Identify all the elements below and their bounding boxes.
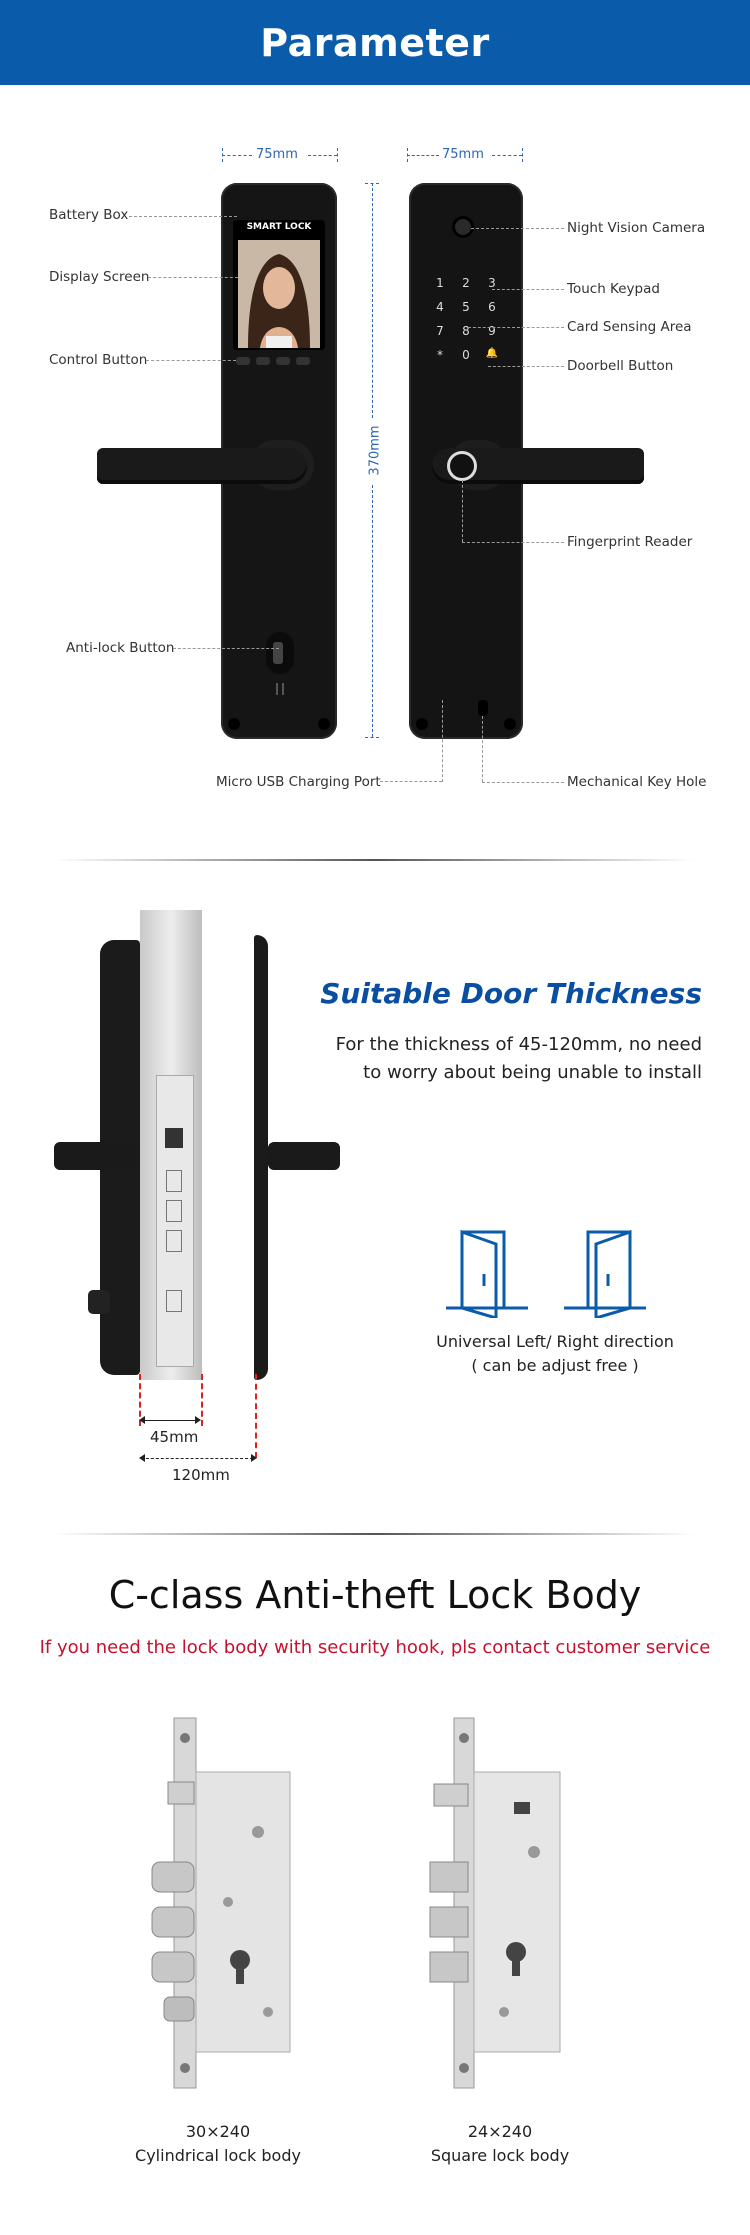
dim-line (372, 183, 373, 418)
card-area-label: Card Sensing Area (567, 319, 692, 335)
max-thickness-label: 120mm (172, 1466, 230, 1484)
latch-bolt (165, 1128, 183, 1148)
anti-lock-knob (273, 642, 283, 664)
fingerprint-label: Fingerprint Reader (567, 534, 693, 550)
dim-arrow (141, 1420, 199, 1421)
page-title: Parameter (260, 20, 490, 65)
leader-line (462, 480, 463, 542)
arrow-head (251, 1454, 257, 1462)
control-button[interactable] (256, 357, 270, 365)
keypad-key[interactable]: 9 (488, 324, 496, 338)
screen-portrait (238, 240, 320, 348)
cylindrical-lock-body-image (148, 1712, 308, 2094)
leader-line (442, 700, 443, 782)
header-banner (0, 0, 750, 85)
front-handle[interactable] (97, 448, 307, 484)
front-handle-side[interactable] (54, 1142, 149, 1170)
control-button-label: Control Button (49, 352, 148, 368)
arrow-head (139, 1454, 145, 1462)
dim-line (407, 155, 439, 156)
dim-tick (522, 148, 523, 162)
section-divider (55, 859, 695, 861)
lock-body-title: C-class Anti-theft Lock Body (108, 1573, 642, 1617)
square-lock-body-image (424, 1712, 584, 2094)
usb-port (282, 683, 284, 695)
keypad-key[interactable]: 4 (436, 300, 444, 314)
keypad-key[interactable]: 6 (488, 300, 496, 314)
anti-lock-label: Anti-lock Button (66, 640, 175, 656)
leader-line (462, 542, 564, 543)
arrow-head (139, 1416, 145, 1424)
dead-bolt (166, 1200, 182, 1222)
cylindrical-size: 30×240 (185, 2122, 251, 2141)
height-label: 370mm (367, 425, 383, 476)
min-thickness-label: 45mm (150, 1428, 199, 1446)
touch-keypad-label: Touch Keypad (567, 281, 660, 297)
dim-line (308, 155, 337, 156)
control-button[interactable] (296, 357, 310, 365)
dim-red-line (255, 1374, 257, 1458)
leader-line (173, 648, 279, 649)
door-left-icon (444, 1228, 530, 1318)
arrow-head (195, 1416, 201, 1424)
keypad-key[interactable]: 3 (488, 276, 496, 290)
battery-box-label: Battery Box (49, 207, 129, 223)
dim-tick (337, 148, 338, 162)
square-size: 24×240 (467, 2122, 533, 2141)
camera-icon (455, 219, 471, 235)
front-brand-text: SMART LOCK (246, 222, 312, 232)
screw-icon (318, 718, 330, 730)
usb-port (276, 683, 278, 695)
usb-port-label: Micro USB Charging Port (216, 774, 381, 790)
dim-tick (365, 737, 379, 738)
thickness-title: Suitable Door Thickness (320, 977, 702, 1010)
back-width-label: 75mm (442, 147, 484, 162)
dim-line (372, 485, 373, 737)
keypad-key[interactable]: 5 (462, 300, 470, 314)
lock-body-notice: If you need the lock body with security hook, pls contact customer service (39, 1637, 711, 1658)
anti-lock-side (88, 1290, 110, 1314)
leader-line (471, 228, 564, 229)
dead-bolt (166, 1170, 182, 1192)
leader-line (380, 781, 442, 782)
doorbell-label: Doorbell Button (567, 358, 674, 374)
screw-icon (416, 718, 428, 730)
screw-icon (504, 718, 516, 730)
leader-line (492, 289, 564, 290)
key-hole-label: Mechanical Key Hole (567, 774, 707, 790)
dead-bolt (166, 1290, 182, 1312)
keypad-key[interactable]: * (437, 348, 443, 362)
keypad-key[interactable]: 2 (462, 276, 470, 290)
dim-arrow (141, 1458, 253, 1459)
door-right-icon (562, 1228, 648, 1318)
display-screen-label: Display Screen (49, 269, 150, 285)
leader-line (146, 360, 236, 361)
dim-line (222, 155, 252, 156)
section-divider (55, 1533, 695, 1535)
control-button[interactable] (236, 357, 250, 365)
doorbell-icon[interactable]: 🔔 (485, 348, 499, 359)
square-name: Square lock body (430, 2146, 570, 2165)
thickness-line-1: For the thickness of 45-120mm, no need (335, 1034, 702, 1055)
keypad-key[interactable]: 1 (436, 276, 444, 290)
keypad-key[interactable]: 8 (462, 324, 470, 338)
dead-bolt (166, 1230, 182, 1252)
direction-line-1: Universal Left/ Right direction (436, 1332, 674, 1351)
leader-line (468, 327, 564, 328)
dim-red-line (201, 1374, 203, 1426)
leader-line (488, 366, 564, 367)
screw-icon (228, 718, 240, 730)
control-button[interactable] (276, 357, 290, 365)
leader-line (129, 216, 237, 217)
front-width-label: 75mm (256, 147, 298, 162)
back-handle-side[interactable] (268, 1142, 340, 1170)
keypad-key[interactable]: 7 (436, 324, 444, 338)
key-hole (478, 700, 488, 716)
leader-line (482, 782, 564, 783)
leader-line (482, 716, 483, 782)
night-camera-label: Night Vision Camera (567, 220, 706, 236)
keypad-key[interactable]: 0 (462, 348, 470, 362)
cylindrical-name: Cylindrical lock body (135, 2146, 301, 2165)
direction-line-2: ( can be adjust free ) (471, 1356, 639, 1375)
fingerprint-reader[interactable] (450, 454, 474, 478)
back-lock-side (254, 935, 268, 1380)
dim-line (492, 155, 522, 156)
leader-line (148, 277, 238, 278)
thickness-line-2: to worry about being unable to install (363, 1062, 702, 1083)
